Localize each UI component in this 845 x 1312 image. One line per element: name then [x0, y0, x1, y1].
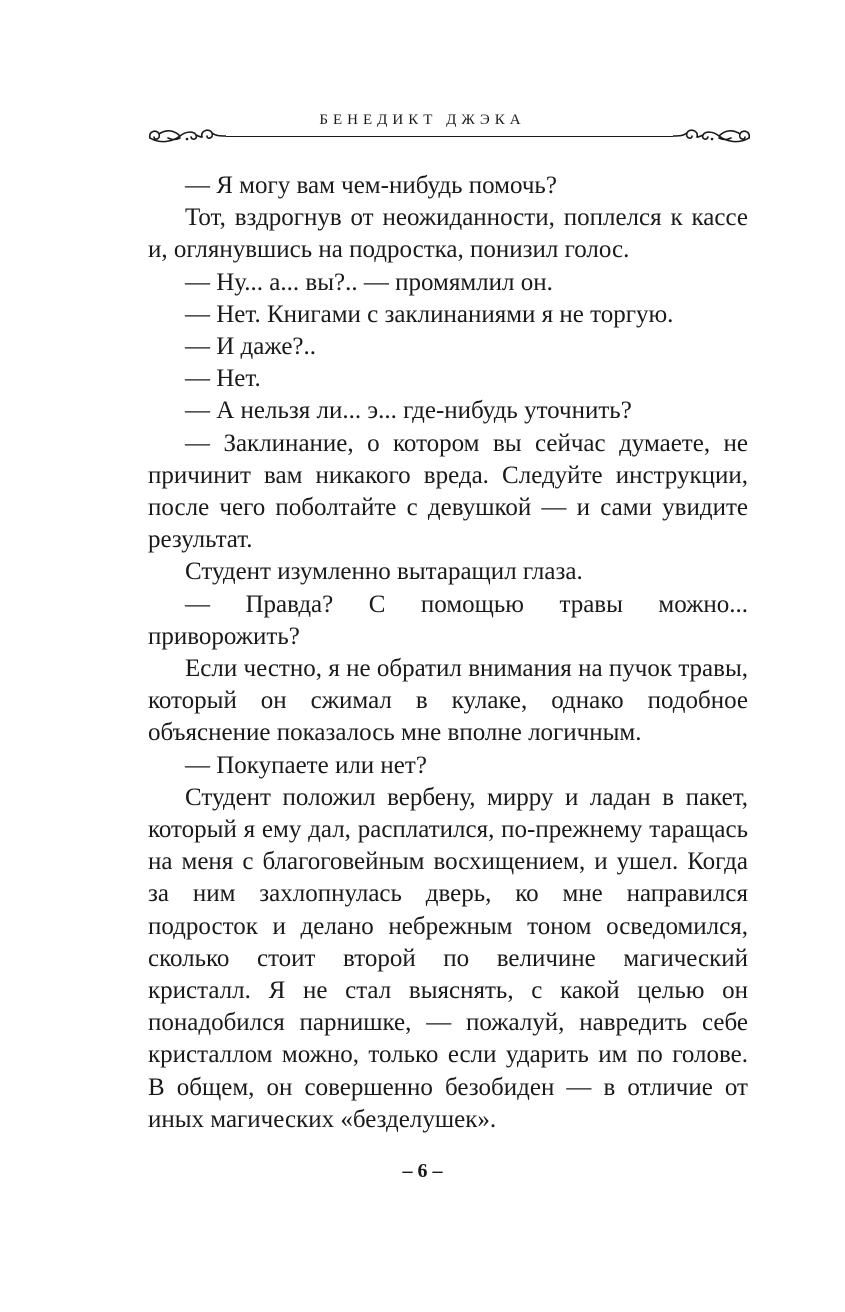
paragraph: Тот, вздрогнув от неожиданности, поплелся к кассе и, оглянувшись на подростка, понизил голос.: [148, 204, 748, 264]
body-text: [148, 170, 748, 1136]
paragraph: — Покупаете или нет?: [185, 751, 427, 779]
flourish-ornament-icon: [673, 122, 753, 150]
paragraph: — Ну... а... вы?.. — промямлил он.: [185, 268, 553, 296]
paragraph: Студент положил вербену, мирру и ладан в пакет, который я ему дал, расплатился, по-прежнему таращась на меня с благоговейным восхищением, и ушел. Когда за ним захлопнулась дверь, ко мне направился подросток и делано небрежным тоном осведомился, сколько стоит второй по величине магический кристалл. Я не стал выяснять, с какой целью он понадобился парнишке, — пожалуй, навредить себе кристаллом можно, только если ударить им по голове. В общем, он совершенно безобиден — в отличие от иных магических «безделушек».: [148, 783, 748, 1133]
paragraph: — Я могу вам чем-нибудь помочь?: [185, 172, 557, 199]
header-rule: [226, 136, 673, 137]
paragraph: — Нет. Книгами с заклинаниями я не торгую.: [185, 300, 674, 328]
paragraph: — Заклинание, о котором вы сейчас думаете, не причинит вам никакого вреда. Следуйте инструкции, после чего поболтайте с девушкой — и сами увидите результат.: [148, 429, 748, 554]
paragraph: Если честно, я не обратил внимания на пучок травы, который он сжимал в кулаке, однако подобное объяснение показалось мне вполне логичным.: [148, 655, 748, 747]
page-number: – 6 –: [402, 1160, 443, 1182]
paragraph: — Нет.: [185, 365, 261, 393]
running-head: БЕНЕДИКТ ДЖЭКА: [319, 112, 526, 128]
paragraph: — Правда? С помощью травы можно... приворожить?: [148, 590, 748, 650]
paragraph: — А нельзя ли... э... где-нибудь уточнить?: [185, 397, 632, 425]
paragraph: — И даже?..: [185, 333, 317, 361]
paragraph: Студент изумленно вытаращил глаза.: [185, 558, 583, 586]
flourish-ornament-icon: [146, 122, 226, 150]
